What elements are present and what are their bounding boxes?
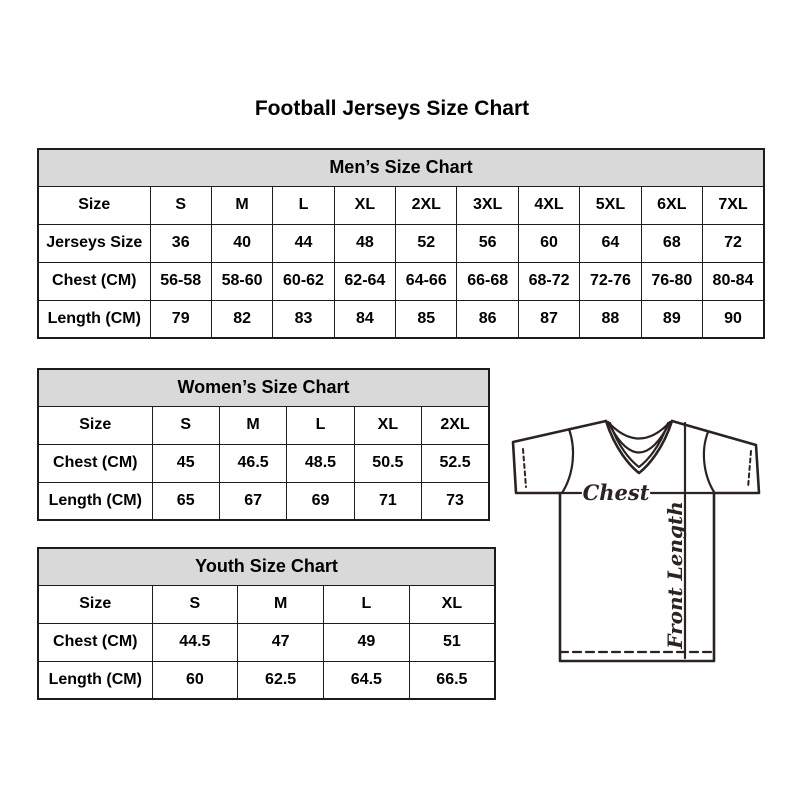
value-cell: 79 xyxy=(150,300,211,338)
value-cell: 36 xyxy=(150,224,211,262)
value-cell: 89 xyxy=(641,300,702,338)
value-cell: 69 xyxy=(287,482,354,520)
value-cell: 56 xyxy=(457,224,518,262)
value-cell: 2XL xyxy=(422,406,489,444)
value-cell: 67 xyxy=(219,482,286,520)
value-cell: 47 xyxy=(238,623,324,661)
value-cell: 82 xyxy=(211,300,272,338)
front-length-label: Front Length xyxy=(663,501,687,649)
value-cell: 66.5 xyxy=(409,661,495,699)
value-cell: 48.5 xyxy=(287,444,354,482)
value-cell: 65 xyxy=(152,482,219,520)
value-cell: 68 xyxy=(641,224,702,262)
row-label-cell: Chest (CM) xyxy=(38,262,150,300)
value-cell: M xyxy=(219,406,286,444)
row-label-cell: Length (CM) xyxy=(38,482,152,520)
value-cell: XL xyxy=(354,406,421,444)
row-label-cell: Jerseys Size xyxy=(38,224,150,262)
table-row xyxy=(38,444,489,482)
table-row xyxy=(38,623,495,661)
value-cell: 7XL xyxy=(703,186,764,224)
value-cell: L xyxy=(273,186,334,224)
table-row xyxy=(38,224,764,262)
table-title: Men’s Size Chart xyxy=(38,149,764,186)
page-title: Football Jerseys Size Chart xyxy=(254,97,530,120)
value-cell: 84 xyxy=(334,300,395,338)
value-cell: 64.5 xyxy=(324,661,410,699)
value-cell: 64-66 xyxy=(396,262,457,300)
value-cell: 51 xyxy=(409,623,495,661)
value-cell: 72 xyxy=(703,224,764,262)
table-row xyxy=(38,262,764,300)
value-cell: 68-72 xyxy=(518,262,579,300)
table-row xyxy=(38,406,489,444)
value-cell: 5XL xyxy=(580,186,641,224)
table-row xyxy=(38,585,495,623)
value-cell: 6XL xyxy=(641,186,702,224)
value-cell: L xyxy=(287,406,354,444)
womens-size-table xyxy=(37,368,490,521)
value-cell: 86 xyxy=(457,300,518,338)
value-cell: 76-80 xyxy=(641,262,702,300)
row-label-cell: Size xyxy=(38,585,152,623)
value-cell: 60 xyxy=(518,224,579,262)
value-cell: 64 xyxy=(580,224,641,262)
table-header-row xyxy=(38,149,764,186)
jersey-measurement-diagram xyxy=(505,402,771,684)
value-cell: XL xyxy=(334,186,395,224)
row-label-cell: Size xyxy=(38,186,150,224)
value-cell: 48 xyxy=(334,224,395,262)
value-cell: 4XL xyxy=(518,186,579,224)
value-cell: M xyxy=(238,585,324,623)
value-cell: 90 xyxy=(703,300,764,338)
value-cell: S xyxy=(152,406,219,444)
table-row xyxy=(38,661,495,699)
value-cell: S xyxy=(152,585,238,623)
table-title: Youth Size Chart xyxy=(38,548,495,585)
value-cell: 56-58 xyxy=(150,262,211,300)
value-cell: S xyxy=(150,186,211,224)
value-cell: 58-60 xyxy=(211,262,272,300)
value-cell: 66-68 xyxy=(457,262,518,300)
value-cell: 44 xyxy=(273,224,334,262)
value-cell: M xyxy=(211,186,272,224)
value-cell: 85 xyxy=(396,300,457,338)
value-cell: 44.5 xyxy=(152,623,238,661)
jersey-body-icon xyxy=(560,493,714,661)
row-label-cell: Chest (CM) xyxy=(38,444,152,482)
value-cell: 73 xyxy=(422,482,489,520)
table-header-row xyxy=(38,548,495,585)
row-label-cell: Length (CM) xyxy=(38,661,152,699)
value-cell: 49 xyxy=(324,623,410,661)
table-row xyxy=(38,300,764,338)
value-cell: 88 xyxy=(580,300,641,338)
value-cell: 72-76 xyxy=(580,262,641,300)
chest-label: Chest xyxy=(582,480,650,505)
table-row xyxy=(38,186,764,224)
value-cell: 62-64 xyxy=(334,262,395,300)
table-title: Women’s Size Chart xyxy=(38,369,489,406)
jersey-collar-icon xyxy=(606,421,672,473)
value-cell: 52 xyxy=(396,224,457,262)
value-cell: L xyxy=(324,585,410,623)
value-cell: 60 xyxy=(152,661,238,699)
value-cell: 3XL xyxy=(457,186,518,224)
value-cell: 40 xyxy=(211,224,272,262)
value-cell: 52.5 xyxy=(422,444,489,482)
value-cell: 80-84 xyxy=(703,262,764,300)
row-label-cell: Chest (CM) xyxy=(38,623,152,661)
value-cell: 50.5 xyxy=(354,444,421,482)
value-cell: 87 xyxy=(518,300,579,338)
value-cell: 45 xyxy=(152,444,219,482)
value-cell: 60-62 xyxy=(273,262,334,300)
row-label-cell: Length (CM) xyxy=(38,300,150,338)
table-header-row xyxy=(38,369,489,406)
value-cell: 46.5 xyxy=(219,444,286,482)
value-cell: 2XL xyxy=(396,186,457,224)
mens-size-table xyxy=(37,148,765,339)
value-cell: 83 xyxy=(273,300,334,338)
youth-size-table xyxy=(37,547,496,700)
value-cell: 62.5 xyxy=(238,661,324,699)
row-label-cell: Size xyxy=(38,406,152,444)
value-cell: 71 xyxy=(354,482,421,520)
table-row xyxy=(38,482,489,520)
value-cell: XL xyxy=(409,585,495,623)
